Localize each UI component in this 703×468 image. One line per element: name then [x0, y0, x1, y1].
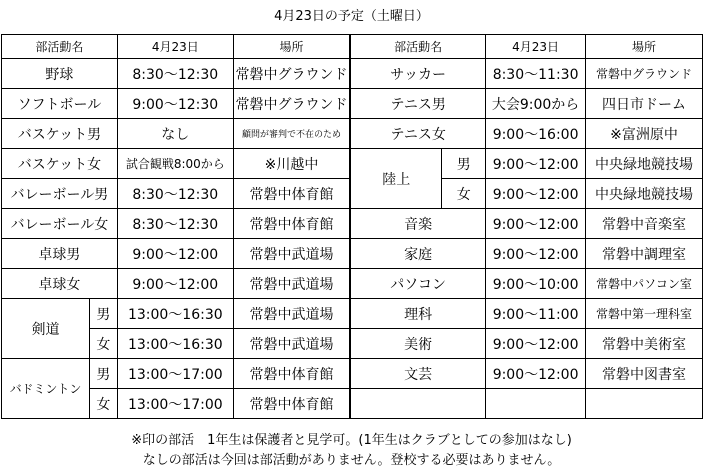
place-cell: 顧問が審判で不在のため: [233, 119, 350, 149]
time-cell: 9:00～16:00: [486, 119, 586, 149]
empty-cell: [586, 389, 703, 419]
place-cell: 常磐中グラウンド: [233, 59, 350, 89]
club-name: 音楽: [350, 209, 485, 239]
place-cell: 常磐中体育館: [233, 209, 350, 239]
time-cell: 大会9:00から: [486, 89, 586, 119]
place-cell: 常磐中第一理科室: [586, 299, 703, 329]
header-place-right: 場所: [586, 35, 703, 59]
table-row: [2, 359, 703, 389]
time-cell: 9:00～11:00: [486, 299, 586, 329]
time-cell: 試合観戦8:00から: [117, 149, 233, 179]
club-name: バレーボール女: [2, 209, 118, 239]
gender-cell: 男: [89, 359, 117, 389]
place-cell: 常磐中体育館: [233, 179, 350, 209]
place-cell: 常磐中調理室: [586, 239, 703, 269]
club-name: サッカー: [350, 59, 485, 89]
club-name: テニス女: [350, 119, 485, 149]
empty-cell: [350, 389, 485, 419]
club-name: ソフトボール: [2, 89, 118, 119]
header-date-right: 4月23日: [486, 35, 586, 59]
table-row: [2, 329, 703, 359]
time-cell: 9:00～12:30: [117, 89, 233, 119]
place-cell: 常磐中武道場: [233, 269, 350, 299]
gender-cell: 女: [442, 179, 486, 209]
place-cell: 中央緑地競技場: [586, 179, 703, 209]
gender-cell: 女: [89, 389, 117, 419]
time-cell: 9:00～12:00: [486, 209, 586, 239]
header-date-left: 4月23日: [117, 35, 233, 59]
time-cell: 9:00～12:00: [486, 359, 586, 389]
table-header-row: [2, 35, 703, 59]
table-row: [2, 209, 703, 239]
empty-cell: [486, 389, 586, 419]
place-cell: 常磐中パソコン室: [586, 269, 703, 299]
time-cell: 8:30～12:30: [117, 179, 233, 209]
time-cell: 13:00～16:30: [117, 329, 233, 359]
place-cell: 常磐中武道場: [233, 329, 350, 359]
gender-cell: 女: [89, 329, 117, 359]
table-row: [2, 299, 703, 329]
table-row: [2, 239, 703, 269]
place-cell: 常磐中グラウンド: [233, 89, 350, 119]
club-name: 陸上: [350, 149, 442, 209]
club-name: 卓球女: [2, 269, 118, 299]
place-cell: 常磐中図書室: [586, 359, 703, 389]
place-cell: 常磐中美術室: [586, 329, 703, 359]
page-title: 4月23日の予定（土曜日）: [274, 9, 429, 24]
table-row: [2, 59, 703, 89]
table-row: [2, 89, 703, 119]
time-cell: 9:00～12:00: [117, 239, 233, 269]
club-name: 剣道: [2, 299, 90, 359]
club-name: バレーボール男: [2, 179, 118, 209]
time-cell: 9:00～12:00: [486, 239, 586, 269]
time-cell: 8:30～11:30: [486, 59, 586, 89]
club-name: バドミントン: [2, 359, 90, 419]
time-cell: 13:00～17:00: [117, 389, 233, 419]
place-cell: ※富洲原中: [586, 119, 703, 149]
time-cell: 8:30～12:30: [117, 59, 233, 89]
place-cell: 中央緑地競技場: [586, 149, 703, 179]
header-club-left: 部活動名: [2, 35, 118, 59]
time-cell: 9:00～10:00: [486, 269, 586, 299]
table-row: [2, 269, 703, 299]
footer-note-1: ※印の部活 1年生は保護者と見学可。(1年生はクラブとしての参加はなし): [131, 433, 572, 448]
place-cell: 常磐中体育館: [233, 389, 350, 419]
club-name: 家庭: [350, 239, 485, 269]
time-cell: 9:00～12:00: [486, 329, 586, 359]
place-cell: 常磐中音楽室: [586, 209, 703, 239]
header-club-right: 部活動名: [350, 35, 485, 59]
place-cell: 四日市ドーム: [586, 89, 703, 119]
gender-cell: 男: [442, 149, 486, 179]
time-cell: 9:00～12:00: [486, 149, 586, 179]
place-cell: 常磐中武道場: [233, 239, 350, 269]
club-name: 文芸: [350, 359, 485, 389]
place-cell: 常磐中武道場: [233, 299, 350, 329]
time-cell: 13:00～16:30: [117, 299, 233, 329]
club-name: テニス男: [350, 89, 485, 119]
schedule-table: [1, 34, 703, 419]
footer-note-2: なしの部活は今回は部活動がありません。登校する必要はありません。: [142, 453, 561, 468]
time-cell: 9:00～12:00: [486, 179, 586, 209]
club-name: バスケット男: [2, 119, 118, 149]
club-name: パソコン: [350, 269, 485, 299]
table-row: [2, 389, 703, 419]
time-cell: 8:30～12:30: [117, 209, 233, 239]
gender-cell: 男: [89, 299, 117, 329]
time-cell: 13:00～17:00: [117, 359, 233, 389]
place-cell: 常磐中グラウンド: [586, 59, 703, 89]
table-row: [2, 149, 703, 179]
place-cell: ※川越中: [233, 149, 350, 179]
club-name: 理科: [350, 299, 485, 329]
time-cell: 9:00～12:00: [117, 269, 233, 299]
time-cell: なし: [117, 119, 233, 149]
table-row: [2, 119, 703, 149]
place-cell: 常磐中体育館: [233, 359, 350, 389]
club-name: 美術: [350, 329, 485, 359]
header-place-left: 場所: [233, 35, 350, 59]
club-name: 野球: [2, 59, 118, 89]
club-name: 卓球男: [2, 239, 118, 269]
club-name: バスケット女: [2, 149, 118, 179]
